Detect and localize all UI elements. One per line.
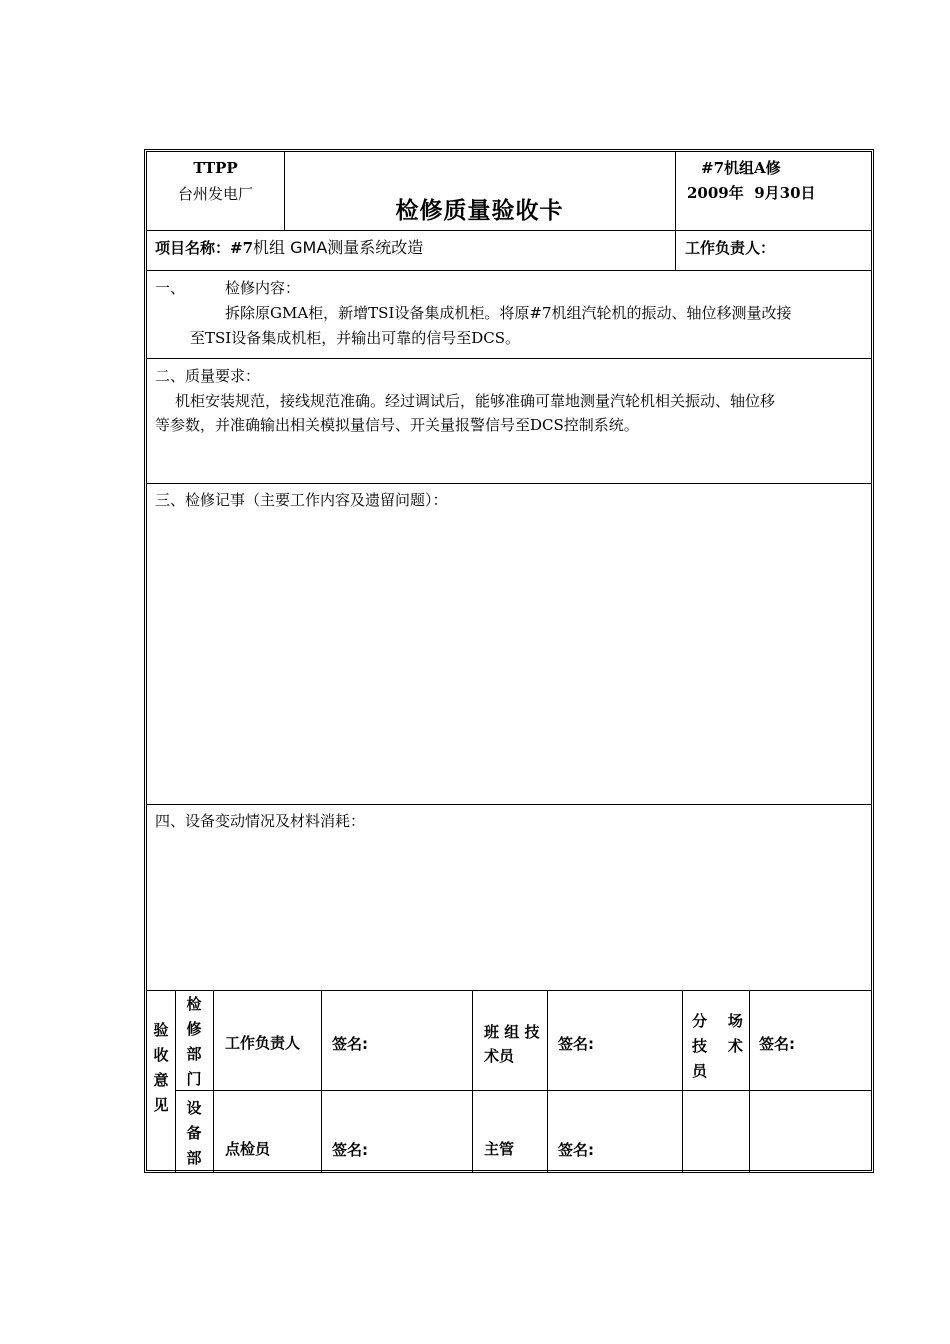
- content-heading: 检修内容：: [225, 279, 301, 297]
- acceptance-row-divider: [175, 1090, 871, 1091]
- repair-dept-label: 检 修 部 门: [186, 995, 202, 1088]
- plant-tech-label-2: 技 术: [692, 1037, 743, 1055]
- supervisor-sign: 签名:: [558, 1141, 594, 1159]
- inspector-sign: 签名:: [332, 1141, 368, 1159]
- project-name-prefix: #7: [230, 239, 254, 257]
- content-divider: [147, 358, 871, 359]
- acceptance-label: 验 收 意 见: [153, 1021, 169, 1114]
- acceptance-col-5: [547, 990, 548, 1172]
- org-code: TTPP: [193, 159, 238, 177]
- team-tech-label-2: 术员: [484, 1047, 515, 1065]
- records-divider: [147, 804, 871, 805]
- team-tech-sign: 签名:: [558, 1035, 594, 1053]
- acceptance-card: [144, 149, 874, 1173]
- team-tech-label-1: 班 组 技: [484, 1023, 540, 1041]
- acceptance-col-1: [175, 990, 176, 1172]
- equipment-dept-label: 设 备 部: [186, 1099, 202, 1167]
- inspector-label: 点检员: [225, 1140, 271, 1158]
- plant-tech-label-1: 分 场: [692, 1012, 743, 1030]
- acceptance-col-6: [682, 990, 683, 1172]
- org-name: 台州发电厂: [177, 185, 253, 203]
- header-date: 2009年 9月30日: [687, 184, 816, 202]
- records-heading: 三、检修记事（主要工作内容及遗留问题）：: [155, 491, 448, 509]
- project-name-value: 机组 GMA测量系统改造: [253, 238, 424, 257]
- unit-overhaul: #7机组A修: [701, 159, 781, 177]
- quality-line-2: 等参数，并准确输出相关模拟量信号、开关量报警信号至DCS控制系统。: [155, 416, 639, 434]
- work-responsible-label: 工作负责人：: [685, 239, 776, 257]
- acceptance-col-4: [472, 990, 473, 1172]
- quality-line-1: 机柜安装规范，接线规范准确。经过调试后，能够准确可靠地测量汽轮机相关振动、轴位移: [175, 392, 776, 410]
- quality-divider: [147, 483, 871, 484]
- header-divider: [147, 230, 871, 231]
- project-name-row: [155, 236, 423, 260]
- quality-heading: 二、质量要求：: [155, 367, 261, 385]
- content-number: 一、: [155, 279, 186, 297]
- page-title: 检修质量验收卡: [395, 198, 564, 224]
- plant-tech-label-3: 员: [692, 1062, 708, 1080]
- acceptance-col-7: [749, 990, 750, 1172]
- supervisor-label: 主管: [484, 1140, 515, 1158]
- equipment-heading: 四、设备变动情况及材料消耗：: [155, 812, 366, 830]
- plant-tech-sign: 签名:: [759, 1035, 795, 1053]
- content-line-2: 至TSI设备集成机柜，并输出可靠的信号至DCS。: [190, 329, 520, 347]
- equipment-divider: [147, 990, 871, 991]
- project-name-label: 项目名称：: [155, 239, 231, 257]
- acceptance-col-3: [321, 990, 322, 1172]
- project-divider: [147, 270, 871, 271]
- acceptance-col-2: [213, 990, 214, 1172]
- work-leader-sign: 签名:: [332, 1035, 368, 1053]
- work-leader-label: 工作负责人: [225, 1034, 301, 1052]
- content-line-1: 拆除原GMA柜，新增TSI设备集成机柜。将原#7机组汽轮机的振动、轴位移测量改接: [225, 304, 792, 322]
- header-col-divider-2: [675, 152, 676, 270]
